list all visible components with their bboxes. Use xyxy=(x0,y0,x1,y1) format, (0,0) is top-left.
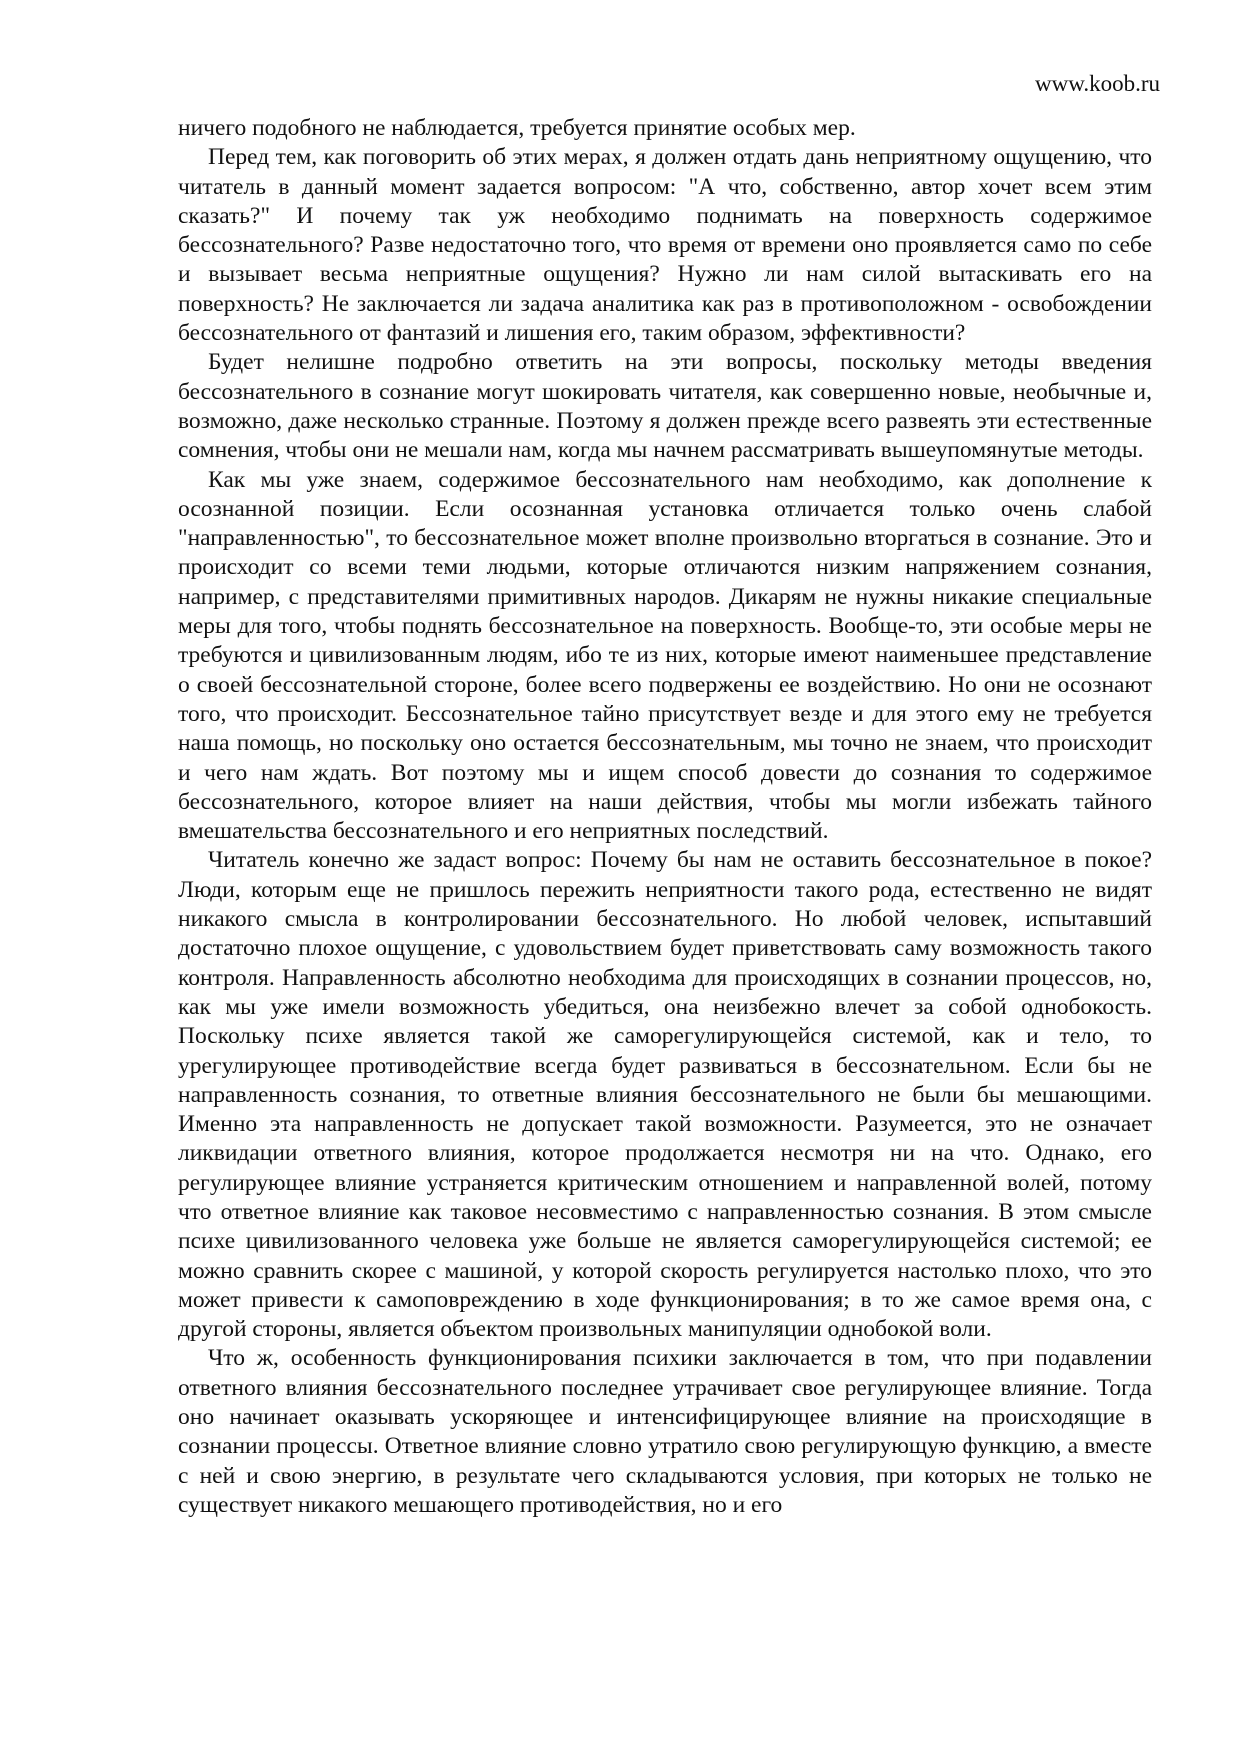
paragraph: ничего подобного не наблюдается, требуется принятие особых мер. xyxy=(178,115,856,141)
paragraph: Будет нелишне подробно ответить на эти вопросы, поскольку методы введения бессознательного в сознание могут шокировать читателя, как совершенно новые, необычные и, возможно, даже несколько странные. Поэтому я должен прежде всего развеять эти естественные сомнения, чтобы они не мешали нам, когда мы начнем рассматривать вышеупомянутые методы. xyxy=(178,349,1152,464)
paragraph: Что ж, особенность функционирования психики заключается в том, что при подавлении ответного влияния бессознательного последнее утрачивает свое регулирующее влияние. Тогда оно начинает оказывать ускоряющее и интенсифицирующее влияние на происходящие в сознании процессы. Ответное влияние словно утратило свою регулирующую функцию, а вместе с ней и свою энергию, в результате чего складываются условия, при которых не только не существует никакого мешающего противодействия, но и его xyxy=(178,1345,1152,1518)
paragraph: Читатель конечно же задаст вопрос: Почему бы нам не оставить бессознательное в покое? Люди, которым еще не пришлось пережить неприятности такого рода, естественно не видят никакого смысла в контролировании бессознательного. Но любой человек, испытавший достаточно плохое ощущение, с удовольствием будет приветствовать саму возможность такого контроля. Направленность абсолютно необходима для происходящих в сознании процессов, но, как мы уже имели возможность убедиться, она неизбежно влечет за собой однобокость. Поскольку психе является такой же саморегулирующейся системой, как и тело, то урегулирующее противодействие всегда будет развиваться в бессознательном. Если бы не направленность сознания, то ответные влияния бессознательного не были бы мешающими. Именно эта направленность не допускает такой возможности. Разумеется, это не означает ликвидации ответного влияния, которое продолжается несмотря ни на что. Однако, его регулирующее влияние устраняется критическим отношением и направленной волей, потому что ответное влияние как таковое несовместимо с направленностью сознания. В этом смысле психе цивилизованного человека уже больше не является саморегулирующейся системой; ее можно сравнить скорее с машиной, у которой скорость регулируется настолько плохо, что это может привести к самоповреждению в ходе функционирования; в то же самое время она, с другой стороны, является объектом произвольных манипуляции однобокой воли. xyxy=(178,847,1152,1343)
site-url-header: www.koob.ru xyxy=(1035,71,1160,96)
paragraph: Как мы уже знаем, содержимое бессознательного нам необходимо, как дополнение к осознанной позиции. Если осознанная установка отличается только очень слабой "направленностью", то бессознательное может вполне произвольно вторгаться в сознание. Это и происходит со всеми теми людьми, которые отличаются низким напряжением сознания, например, с представителями примитивных народов. Дикарям не нужны никакие специальные меры для того, чтобы поднять бессознательное на поверхность. Вообще-то, эти особые меры не требуются и цивилизованным людям, ибо те из них, которые имеют наименьшее представление о своей бессознательной стороне, более всего подвержены ее воздействию. Но они не осознают того, что происходит. Бессознательное тайно присутствует везде и для этого ему не требуется наша помощь, но поскольку оно остается бессознательным, мы точно не знаем, что происходит и чего нам ждать. Вот поэтому мы и ищем способ довести до сознания то содержимое бессознательного, которое влияет на наши действия, чтобы мы могли избежать тайного вмешательства бессознательного и его неприятных последствий. xyxy=(178,466,1152,845)
body-text xyxy=(178,114,1152,1520)
paragraph: Перед тем, как поговорить об этих мерах, я должен отдать дань неприятному ощущению, что читатель в данный момент задается вопросом: "А что, собственно, автор хочет всем этим сказать?" И почему так уж необходимо поднимать на поверхность содержимое бессознательного? Разве недостаточно того, что время от времени оно проявляется само по себе и вызывает весьма неприятные ощущения? Нужно ли нам силой вытаскивать его на поверхность? Не заключается ли задача аналитика как раз в противоположном - освобождении бессознательного от фантазий и лишения его, таким образом, эффективности? xyxy=(178,144,1152,347)
